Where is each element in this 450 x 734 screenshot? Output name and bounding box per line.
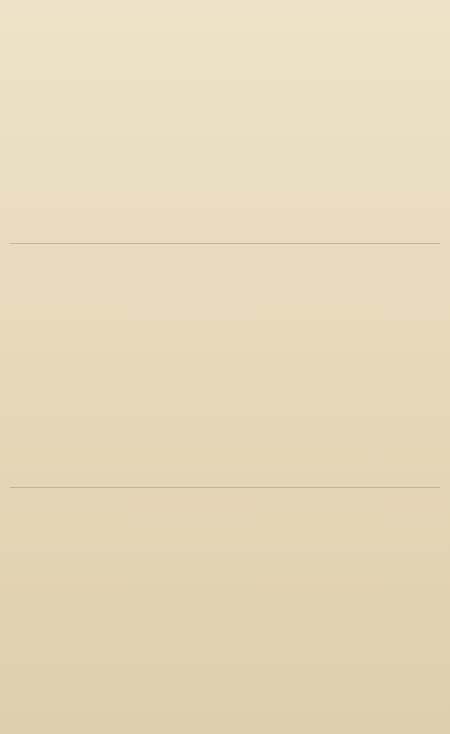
divider <box>10 487 440 488</box>
text-block-middle <box>10 250 440 482</box>
text-block-bottom <box>10 494 440 730</box>
divider <box>10 243 440 244</box>
text-block-top <box>10 6 440 238</box>
